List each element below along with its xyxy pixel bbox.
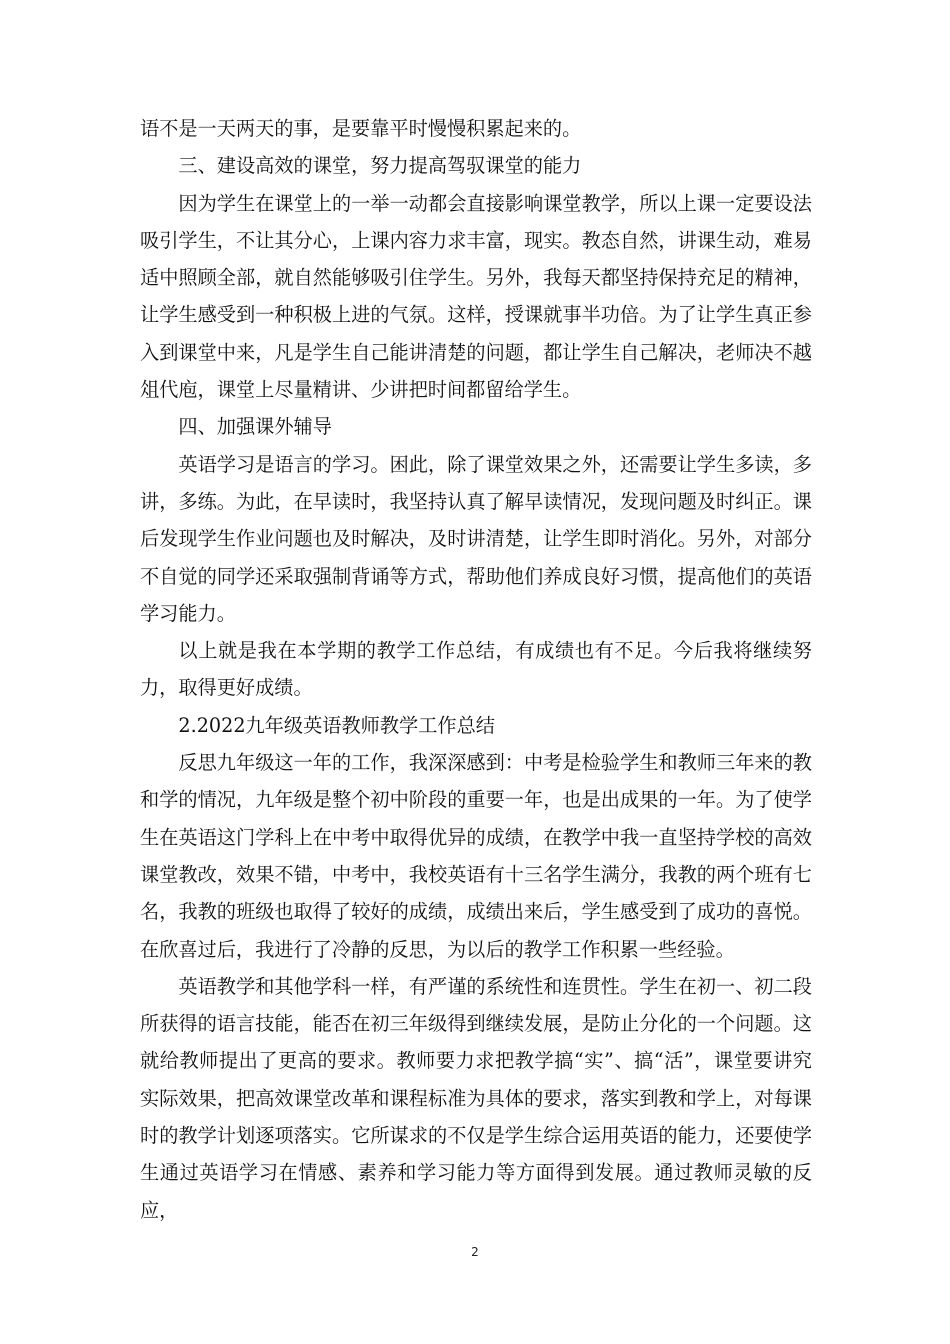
paragraph-tutoring: 英语学习是语言的学习。困此，除了课堂效果之外，还需要让学生多读，多讲，多练。为此，在早读时，我坚持认真了解早读情况，发现问题及时纠正。课后发现学生作业问题也及时解决，及时讲清楚，让学生即时消化。另外，对部分不自觉的同学还采取强制背诵等方式，帮助他们养成良好习惯，提高他们的英语学习能力。 [140, 452, 812, 625]
article-title-2: 2.2022九年级英语教师教学工作总结 [178, 713, 495, 737]
section-heading-4: 四、加强课外辅导 [178, 415, 332, 439]
section-heading-3: 三、建设高效的课堂，努力提高驾驭课堂的能力 [178, 154, 582, 178]
document-body [140, 110, 812, 1229]
paragraph-classroom: 因为学生在课堂上的一举一动都会直接影响课堂教学，所以上课一定要设法吸引学生，不让其分心，上课内容力求丰富，现实。教态自然，讲课生动，难易适中照顾全部，就自然能够吸引住学生。另外，我每天都坚持保持充足的精神，让学生感受到一种积极上进的气氛。这样，授课就事半功倍。为了让学生真正参入到课堂中来，凡是学生自己能讲清楚的问题，都让学生自己解决，老师决不越俎代庖，课堂上尽量精讲、少讲把时间都留给学生。 [140, 191, 812, 402]
paragraph-teaching: 英语教学和其他学科一样，有严谨的系统性和连贯性。学生在初一、初二段所获得的语言技能，能否在初三年级得到继续发展，是防止分化的一个问题。这就给教师提出了更高的要求。教师要力求把教学搞“实”、搞“活”，课堂要讲究实际效果，把高效课堂改革和课程标准为具体的要求，落实到教和学上，对每课时的教学计划逐项落实。它所谋求的不仅是学生综合运用英语的能力，还要使学生通过英语学习在情感、素养和学习能力等方面得到发展。通过教师灵敏的反应， [140, 974, 812, 1222]
paragraph-reflection: 反思九年级这一年的工作，我深深感到：中考是检验学生和教师三年来的教和学的情况，九年级是整个初中阶段的重要一年，也是出成果的一年。为了使学生在英语这门学科上在中考中取得优异的成绩，在教学中我一直坚持学校的高效课堂教改，效果不错，中考中，我校英语有十三名学生满分，我教的两个班有七名，我教的班级也取得了较好的成绩，成绩出来后，学生感受到了成功的喜悦。在欣喜过后，我进行了冷静的反思，为以后的教学工作积累一些经验。 [140, 751, 812, 961]
paragraph-continuation: 语不是一天两天的事，是要靠平时慢慢积累起来的。 [140, 117, 582, 140]
page-number: 2 [471, 1245, 479, 1259]
paragraph-conclusion: 以上就是我在本学期的教学工作总结，有成绩也有不足。今后我将继续努力，取得更好成绩。 [140, 639, 812, 700]
